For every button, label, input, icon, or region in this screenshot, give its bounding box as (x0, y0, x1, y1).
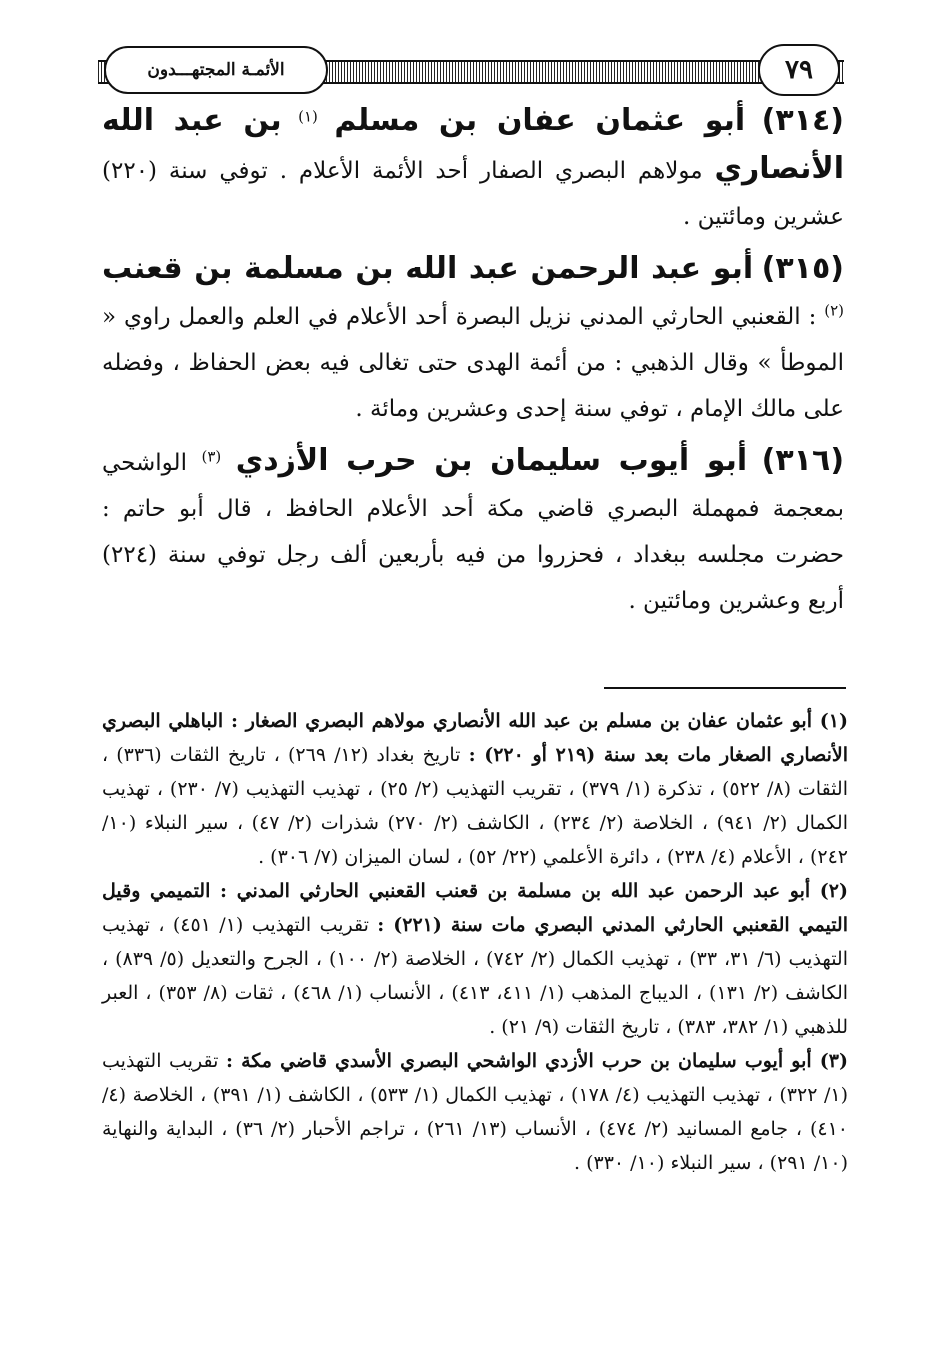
entry-number: (٣١٤) (761, 103, 845, 138)
entry-text: : القعنبي الحارثي المدني نزيل البصرة أحد الأعلام في العلم والعمل راوي « الموطأ » وقال الذهبي : من أئمة الهدى حتى تغالى فيه بعض الحفاظ ، وفضله على مالك الإمام ، توفي سنة إحدى وعشرين ومائة . (102, 304, 844, 422)
entry-number: (٣١٦) (761, 443, 845, 478)
entry-number: (٣١٥) (761, 251, 845, 286)
entry-name: أبو عثمان عفان بن مسلم (334, 103, 746, 138)
page-header (98, 44, 844, 96)
page-number: ٧٩ (758, 44, 840, 96)
footnotes (102, 704, 848, 1180)
footnote-2 (102, 874, 848, 1044)
footnote-3 (102, 1044, 848, 1180)
footnote-head: (٢) أبو عبد الرحمن عبد الله بن مسلمة بن قعنب القعنبي الحارثي المدني : التميمي وقيل التيمي القعنبي الحارثي المدني البصري مات سنة (٢٢١) : (102, 880, 848, 936)
footnote-head: (١) أبو عثمان عفان بن مسلم بن عبد الله الأنصاري مولاهم البصري الصغار : الباهلي البصري الأنصاري الصغار مات بعد سنة (٢١٩ أو ٢٢٠) : (102, 710, 848, 766)
footnote-ref: (٢) (824, 301, 845, 320)
running-title: الأئمـة المجتهـــدون (104, 46, 328, 94)
footnote-ref: (١) (298, 107, 318, 126)
footnote-divider (604, 687, 846, 689)
entry-name: أبو عبد الرحمن عبد الله بن مسلمة بن قعنب (102, 251, 754, 286)
entry-name-cont: بن عبد الله الأنصاري (102, 103, 845, 186)
footnote-refs: تقريب التهذيب (١/ ٤٥١) ، تهذيب التهذيب (٦/ ٣١، ٣٣) ، تهذيب الكمال (٢/ ٧٤٢) ، الخلاصة (٢/ ١٠٠) ، الجرح والتعديل (٥/ ٨٣٩) ، الكاشف (٢/ ١٣١) ، الديباج المذهب (١/ ٤١١، ٤١٣) ، الأنساب (١/ ٤٦٨) ، ثقات (٨/ ٣٥٣) ، العبر للذهبي (١/ ٣٨٢، ٣٨٣) ، تاريخ الثقات (٩/ ٢١) . (102, 914, 849, 1038)
entry-text: مولاهم البصري الصفار أحد الأئمة الأعلام . توفي سنة (٢٢٠) عشرين ومائتين . (102, 158, 844, 230)
entry-315 (102, 246, 844, 432)
entry-314 (102, 98, 844, 240)
footnote-1 (102, 704, 848, 874)
footnote-head: (٣) أبو أيوب سليمان بن حرب الأزدي الواشحي البصري الأسدي قاضي مكة : (225, 1050, 848, 1072)
entry-name: أبو أيوب سليمان بن حرب الأزدي (235, 443, 748, 478)
main-text (102, 98, 844, 630)
footnote-ref: (٣) (201, 447, 222, 466)
footnote-refs: تاريخ بغداد (١٢/ ٢٦٩) ، تاريخ الثقات (٣٣٦) ، الثقات (٨/ ٥٢٢) ، تذكرة (١/ ٣٧٩) ، تقريب التهذيب (٢/ ٢٥) ، تهذيب التهذيب (٧/ ٢٣٠) ، تهذيب الكمال (٢/ ٩٤١) ، الخلاصة (٢/ ٢٣٤) ، الكاشف (٢/ ٢٧٠) شذرات (٢/ ٤٧) ، سير النبلاء (١٠/ ٢٤٢) ، الأعلام (٤/ ٢٣٨) ، دائرة الأعلمي (٢٢/ ٥٢) ، لسان الميزان (٧/ ٣٠٦) . (102, 744, 848, 868)
footnote-refs: تقريب التهذيب (١/ ٣٢٢) ، تهذيب التهذيب (٤/ ١٧٨) ، تهذيب الكمال (١/ ٥٣٣) ، الكاشف (١/ ٣٩١) ، الخلاصة (٤/ ٤١٠) ، جامع المسانيد (٢/ ٤٧٤) ، الأنساب (١٣/ ٢٦١) ، تراجم الأحبار (٢/ ٣٦) ، البداية والنهاية (١٠/ ٢٩١) ، سير النبلاء (١٠/ ٣٣٠) . (102, 1050, 848, 1174)
entry-316 (102, 438, 844, 624)
entry-text: الواشحي بمعجمة فمهملة البصري قاضي مكة أحد الأعلام الحافظ ، قال أبو حاتم : حضرت مجلسه ببغداد ، فحزروا من فيه بأربعين ألف رجل توفي سنة (٢٢٤) أربع وعشرين ومائتين . (102, 450, 844, 614)
